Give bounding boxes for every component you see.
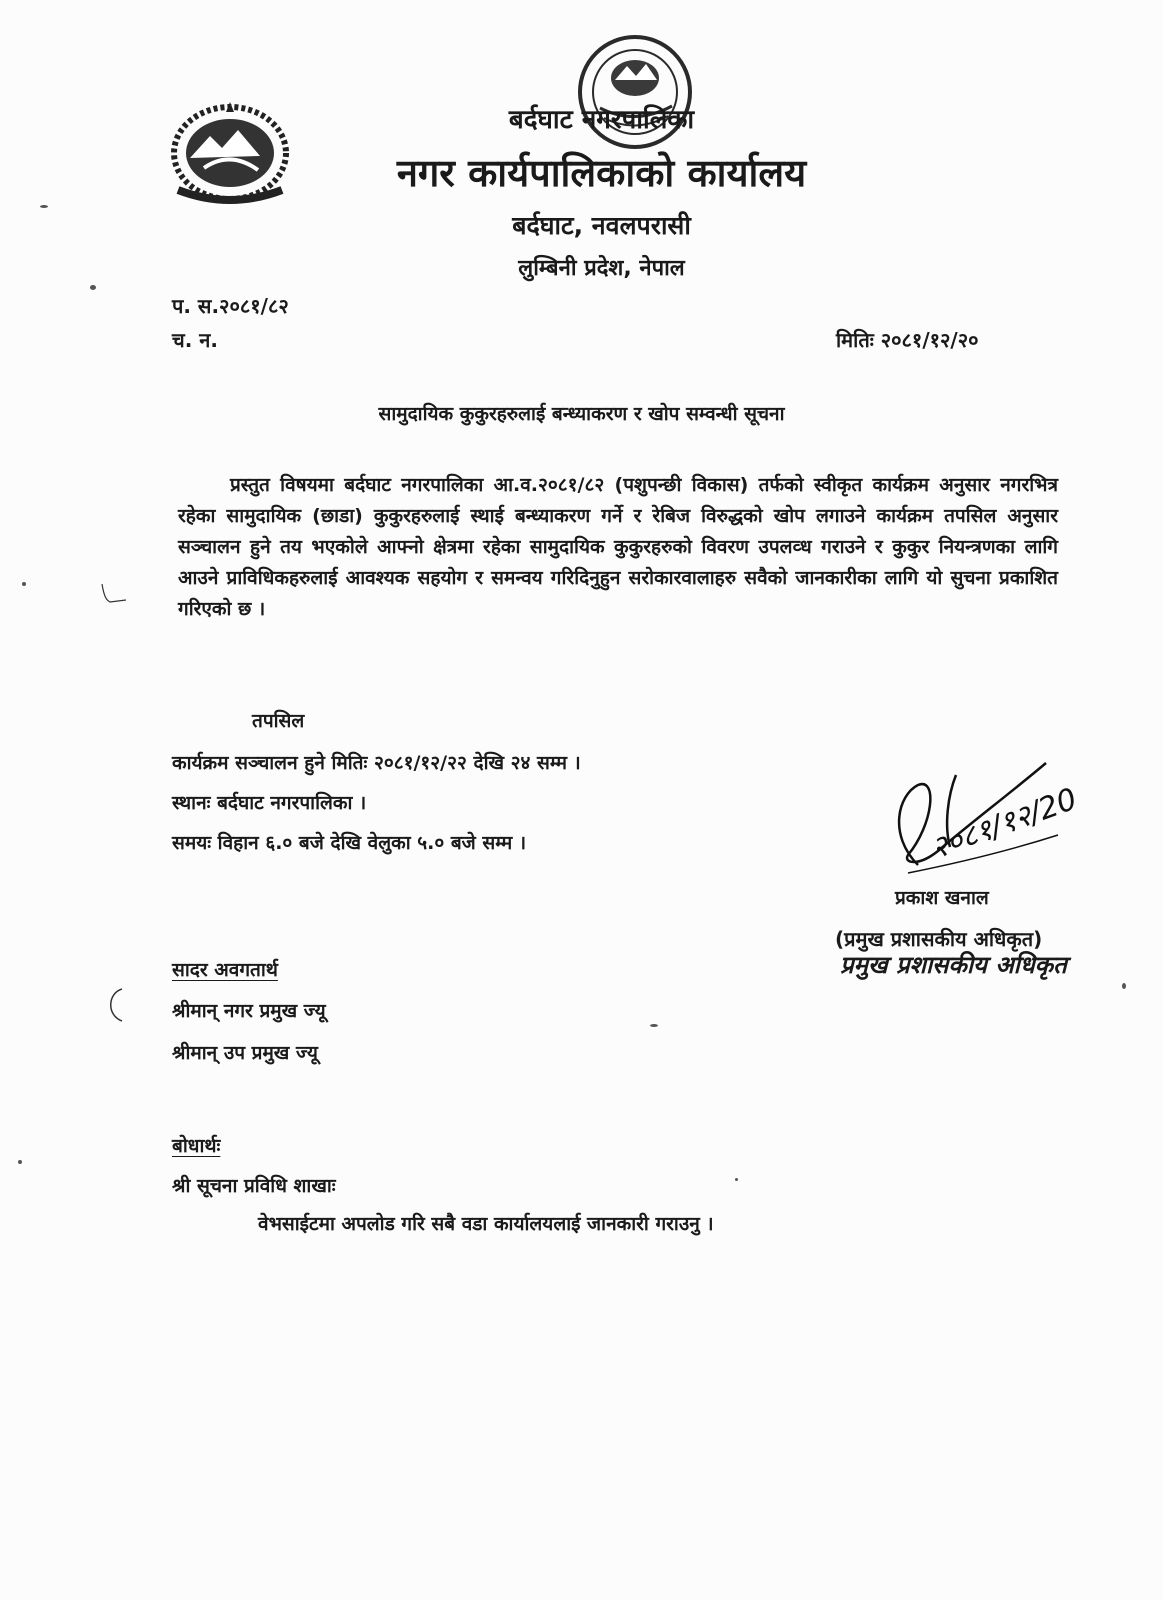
signature-date: २०८१/१२/20 [926,781,1082,867]
signer-title-stamp: प्रमुख प्रशासकीय अधिकृत [840,951,1067,979]
notice-body-text: प्रस्तुत विषयमा बर्दघाट नगरपालिका आ.व.२०८१/८२ (पशुपन्छी विकास) तर्फको स्वीकृत कार्यक्रम अनुसार नगरभित्र रहेका सामुदायिक (छाडा) कुकुरहरुलाई स्थाई बन्ध्याकरण गर्ने र रेबिज विरुद्धको खोप लगाउने कार्यक्रम तपसिल अनुसार सञ्चालन हुने तय भएकोले आफ्नो क्षेत्रमा रहेका सामुदायिक कुकुरहरुको विवरण उपलव्ध गराउने र कुकुर नियन्त्रणका लागि आउने प्राविधिकहरुलाई आवश्यक सहयोग र समन्वय गरिदिनुहुन सरोकारवालाहरु सवैको जानकारीका लागि यो सुचना प्रकाशित गरिएको छ । [178,474,1058,620]
letter-number: प. स.२०८१/८२ [172,294,289,318]
pen-mark [100,985,130,1025]
info-heading: बोधार्थः [172,1135,221,1157]
schedule-heading: तपसिल [252,710,305,732]
cc-item: श्रीमान् नगर प्रमुख ज्यू [172,1000,326,1022]
letter-date: मितिः २०८१/१२/२० [836,328,979,352]
signer-title: (प्रमुख प्रशासकीय अधिकृत) [835,927,1043,951]
info-recipient: श्री सूचना प्रविधि शाखाः [172,1175,336,1197]
schedule-time: समयः विहान ६.० बजे देखि वेलुका ५.० बजे सम्म । [172,832,527,854]
info-instruction: वेभसाईटमा अपलोड गरि सबै वडा कार्यालयलाई जानकारी गराउनु । [258,1213,714,1235]
pen-mark [96,580,132,610]
schedule-place: स्थानः बर्दघाट नगरपालिका । [172,792,367,814]
cc-heading: सादर अवगतार्थ [172,959,278,981]
office-address: बर्दघाट, नवलपरासी [512,211,691,240]
office-seal-stamp [560,30,710,160]
cc-item: श्रीमान् उप प्रमुख ज्यू [172,1042,318,1064]
dispatch-number: च. न. [172,328,218,352]
office-province: लुम्बिनी प्रदेश, नेपाल [518,256,685,281]
office-title: नगर कार्यपालिकाको कार्यालय [396,151,807,195]
notice-subject: सामुदायिक कुकुरहरुलाई बन्ध्याकरण र खोप सम्वन्धी सूचना [378,403,785,425]
notice-body [178,470,1058,625]
schedule-date: कार्यक्रम सञ्चालन हुने मितिः २०८१/१२/२२ देखि २४ सम्म । [172,752,581,774]
handwritten-signature [878,755,1088,880]
municipality-name: बर्दघाट नगरपालिका [508,105,695,135]
signer-name: प्रकाश खनाल [895,887,989,909]
